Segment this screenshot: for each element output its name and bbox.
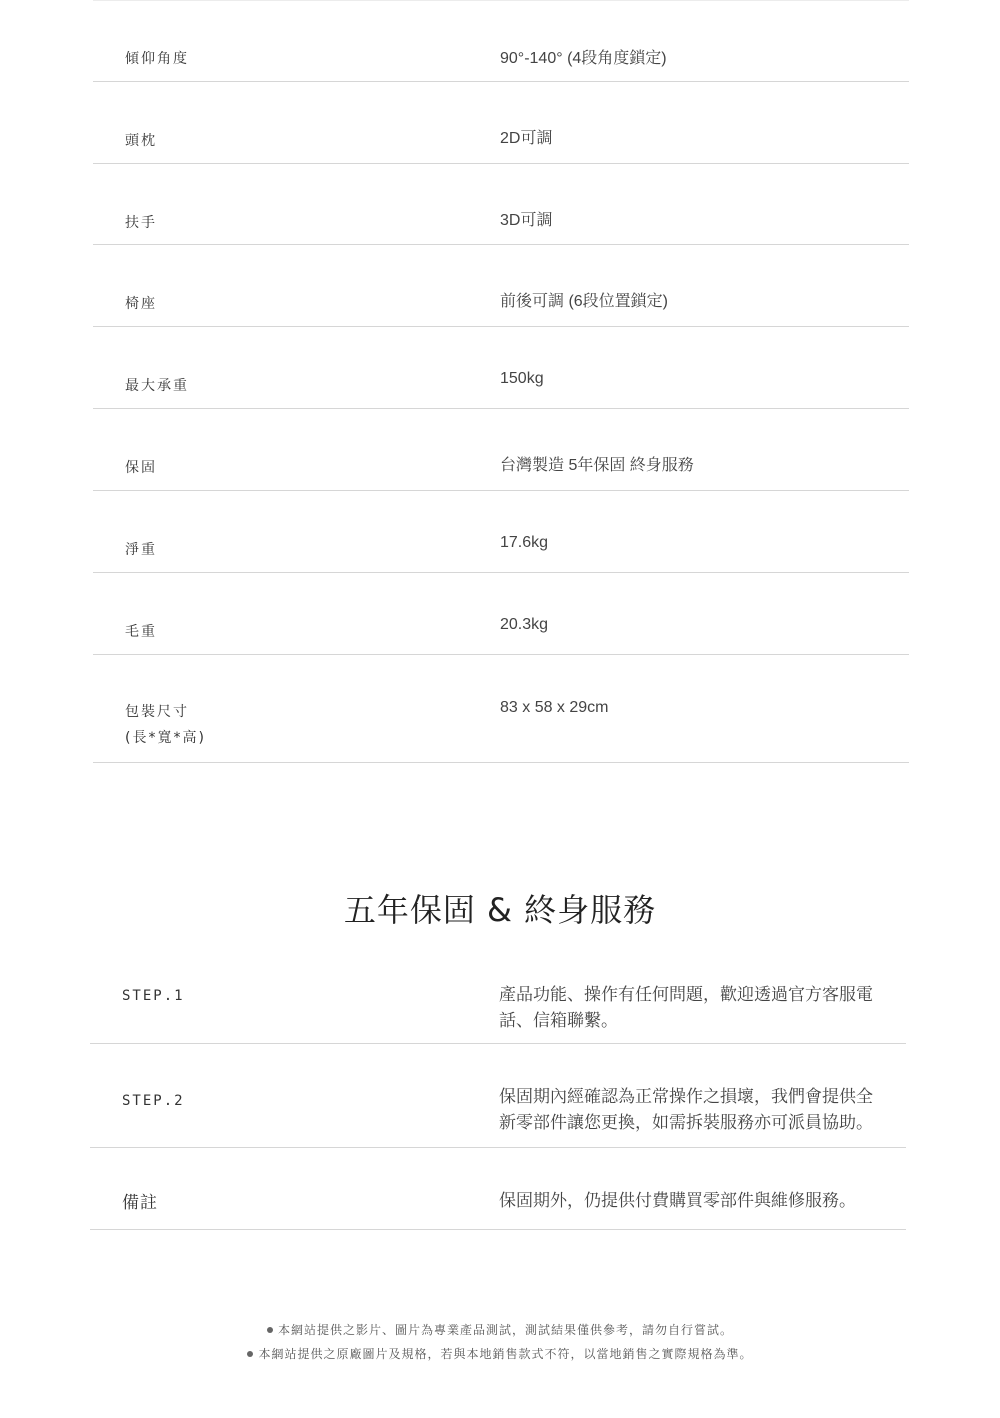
footnote-text: 本網站提供之原廠圖片及規格，若與本地銷售款式不符，以當地銷售之實際規格為準。 <box>258 1347 753 1361</box>
step-description: 產品功能、操作有任何問題，歡迎透過官方客服電話、信箱聯繫。 <box>499 985 873 1031</box>
spec-value: 台灣製造 5年保固 終身服務 <box>500 457 694 474</box>
service-step-2 <box>90 1044 906 1148</box>
spec-row-warranty <box>93 409 909 491</box>
spec-label: 傾仰角度 <box>125 51 189 67</box>
spec-value: 150kg <box>500 370 544 387</box>
step-description: 保固期內經確認為正常操作之損壞，我們會提供全新零部件讓您更換，如需拆裝服務亦可派員協助。 <box>499 1087 873 1133</box>
service-note <box>90 1148 906 1230</box>
spec-row-gross-weight <box>93 573 909 655</box>
spec-label: 扶手 <box>125 215 157 231</box>
note-description: 保固期外，仍提供付費購買零部件與維修服務。 <box>499 1191 856 1211</box>
spec-row-headrest <box>93 82 909 164</box>
step-label: STEP.1 <box>122 988 185 1004</box>
spec-label: 頭枕 <box>125 133 157 149</box>
spec-table <box>93 0 909 763</box>
spec-row-package-size <box>93 655 909 763</box>
bullet-icon <box>247 1351 253 1357</box>
spec-label: 保固 <box>125 460 157 476</box>
footnotes <box>0 1318 1000 1366</box>
step-label: STEP.2 <box>122 1093 185 1109</box>
note-label: 備註 <box>122 1193 158 1213</box>
spec-label: 最大承重 <box>125 378 189 394</box>
spec-label: 毛重 <box>125 624 157 640</box>
spec-value: 3D可調 <box>500 212 553 229</box>
spec-row-net-weight <box>93 491 909 573</box>
footnote-item <box>0 1318 1000 1342</box>
spec-label: 淨重 <box>125 542 157 558</box>
spec-value: 83 x 58 x 29cm <box>500 699 609 716</box>
service-step-1 <box>90 958 906 1044</box>
spec-row-seat <box>93 245 909 327</box>
spec-value: 2D可調 <box>500 130 553 147</box>
spec-value: 20.3kg <box>500 616 549 633</box>
footnote-item <box>0 1342 1000 1366</box>
service-section-title: 五年保固 & 終身服務 <box>343 890 657 929</box>
spec-row-armrest <box>93 164 909 245</box>
spec-label-main: 包裝尺寸 <box>125 704 189 720</box>
footnote-text: 本網站提供之影片、圖片為專業產品測試，測試結果僅供參考，請勿自行嘗試。 <box>277 1323 733 1337</box>
spec-value: 前後可調 (6段位置鎖定) <box>500 293 669 310</box>
bullet-icon <box>267 1327 273 1333</box>
spec-label-sub: (長*寬*高) <box>125 730 206 746</box>
spec-row-max-load <box>93 327 909 409</box>
spec-row-tilt <box>93 0 909 82</box>
spec-label <box>125 699 206 751</box>
spec-value: 90°-140° (4段角度鎖定) <box>500 50 667 67</box>
spec-label: 椅座 <box>125 296 157 312</box>
service-steps <box>90 958 906 1230</box>
spec-value: 17.6kg <box>500 534 549 551</box>
